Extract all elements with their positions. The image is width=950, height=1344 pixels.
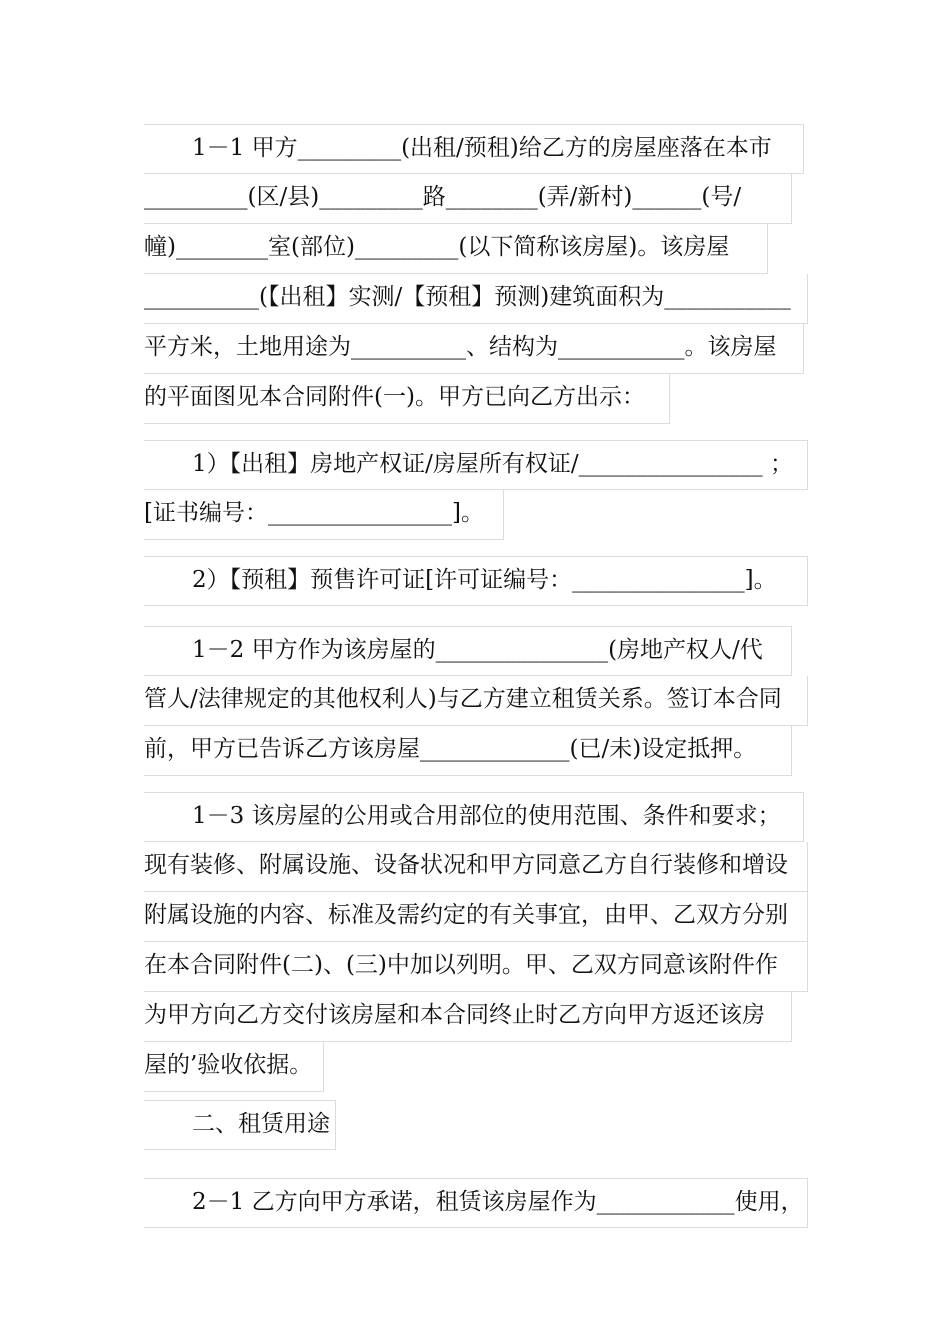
clause-1-2-line-2: 管人/法律规定的其他权利人)与乙方建立租赁关系。签订本合同 xyxy=(144,676,808,726)
section-2-heading: 二、租赁用途 xyxy=(144,1100,336,1150)
item-1-line-1: 1）【出租】房地产权证/房屋所有权证/________________ ； xyxy=(144,440,808,490)
clause-1-3-line-2: 现有装修、附属设施、设备状况和甲方同意乙方自行装修和增设 xyxy=(144,842,808,892)
clause-1-3-line-6: 屋的’验收依据。 xyxy=(144,1042,324,1092)
clause-2-1-line-1: 2－1 乙方向甲方承诺，租赁该房屋作为____________使用， xyxy=(144,1178,808,1228)
item-2-line: 2）【预租】预售许可证[许可证编号：_______________]。 xyxy=(144,556,808,606)
clause-1-3-line-4: 在本合同附件(二)、(三)中加以列明。甲、乙双方同意该附件作 xyxy=(144,942,808,992)
clause-1-2-line-3: 前，甲方已告诉乙方该房屋_____________(已/未)设定抵押。 xyxy=(144,726,792,776)
clause-1-3-line-1: 1－3 该房屋的公用或合用部位的使用范围、条件和要求； xyxy=(144,792,804,842)
clause-1-3-line-5: 为甲方向乙方交付该房屋和本合同终止时乙方向甲方返还该房 xyxy=(144,992,792,1042)
clause-1-1-line-5: 平方米，土地用途为__________、结构为___________。该房屋 xyxy=(144,324,804,374)
clause-1-1-line-1: 1－1 甲方_________(出租/预租)给乙方的房屋座落在本市 xyxy=(144,124,804,174)
clause-1-1-line-6: 的平面图见本合同附件(一)。甲方已向乙方出示： xyxy=(144,374,670,424)
clause-1-1-line-2: _________(区/县)_________路________(弄/新村)______(号/ xyxy=(144,174,792,224)
clause-1-3-line-3: 附属设施的内容、标准及需约定的有关事宜，由甲、乙双方分别 xyxy=(144,892,808,942)
clause-1-2-line-1: 1－2 甲方作为该房屋的_______________(房地产权人/代 xyxy=(144,626,792,676)
item-1-line-2: [证书编号：________________]。 xyxy=(144,490,504,540)
clause-1-1-line-3: 幢)________室(部位)_________(以下简称该房屋)。该房屋 xyxy=(144,224,768,274)
clause-1-1-line-4: __________(【出租】实测/【预租】预测)建筑面积为___________ xyxy=(144,274,808,324)
